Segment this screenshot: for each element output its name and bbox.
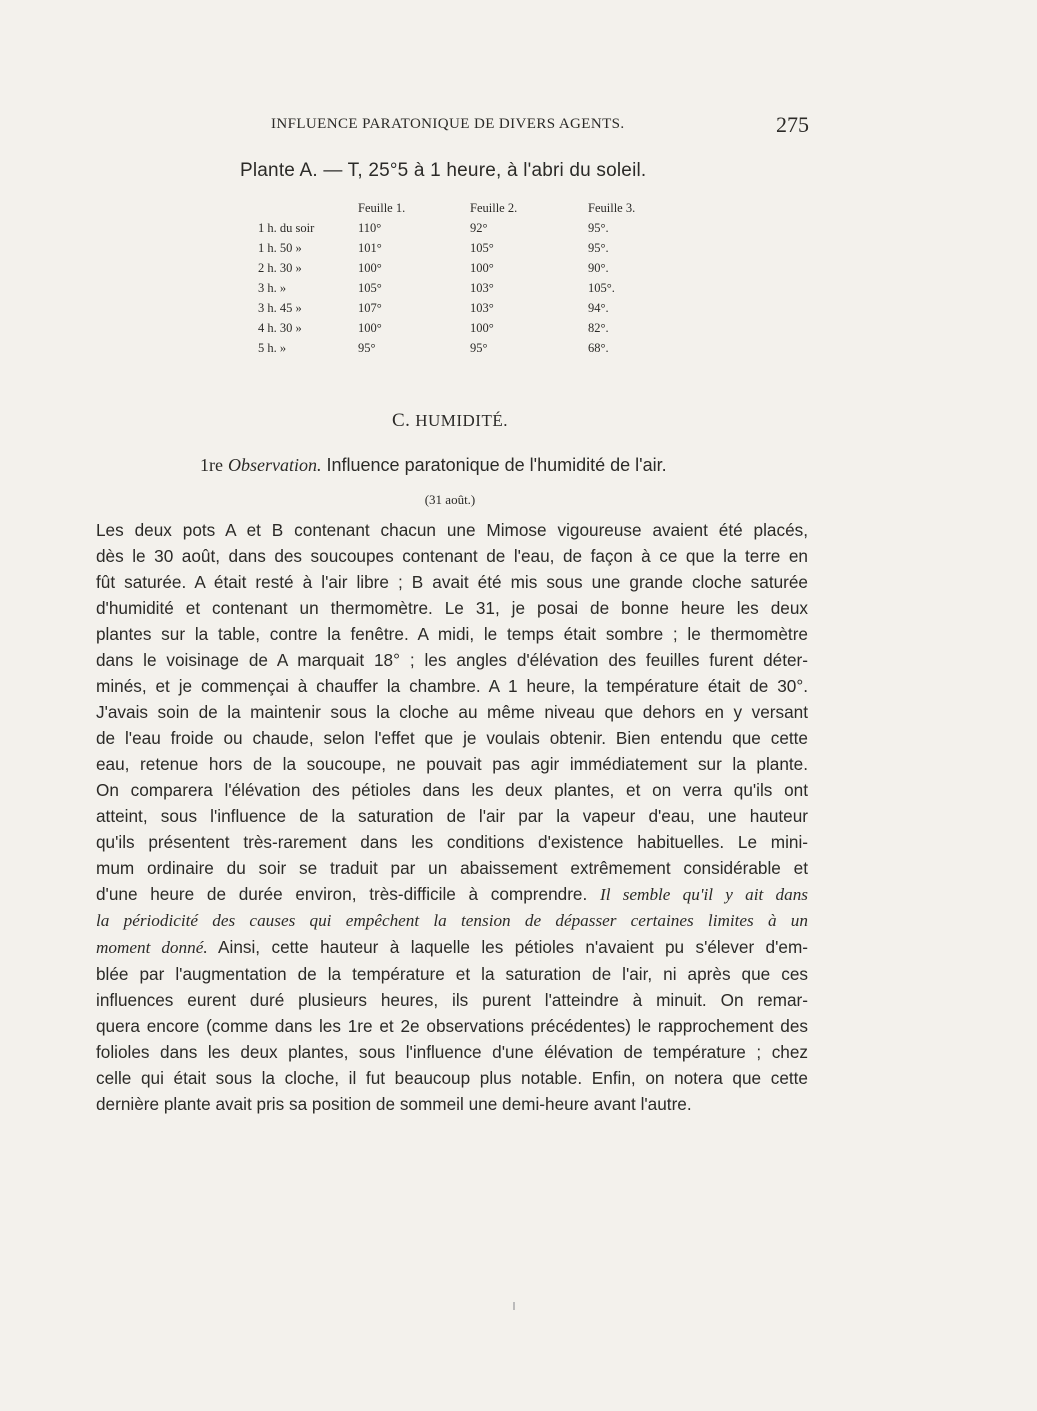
text-line: celle qui était sous la cloche, il fut beaucoup plus notable. Enfin, on notera que cette: [96, 1068, 808, 1088]
time-cell: 3 h. »: [258, 280, 287, 295]
text-line: de l'eau froide ou chaude, selon l'effet que je voulais obtenir. Bien entendu que cette: [96, 728, 808, 748]
italic-line: la périodicité des causes qui empêchent la tension de dépasser certaines limites à un: [96, 911, 808, 930]
time-cell: 5 h. »: [258, 340, 287, 355]
text-line: atteint, sous l'influence de la saturation de l'air par la vapeur d'eau, une hauteur: [96, 806, 808, 826]
observation-number: 1re: [200, 455, 223, 475]
value-cell: 90°.: [588, 260, 609, 275]
value-cell: 100°: [470, 320, 494, 335]
table-row: [258, 218, 698, 238]
value-cell: 103°: [470, 300, 494, 315]
value-cell: 68°.: [588, 340, 609, 355]
column-header: [258, 198, 356, 218]
value-cell: 95°: [358, 340, 376, 355]
italic-span: moment donné.: [96, 938, 208, 957]
measurement-table: [258, 198, 698, 358]
observation-heading: [200, 455, 840, 476]
observation-title: Influence paratonique de l'humidité de l'air.: [326, 455, 667, 475]
time-cell: 3 h. 45 »: [258, 300, 302, 315]
text-line: mum ordinaire du soir se traduit par un abaissement extrêmement considérable et: [96, 858, 808, 878]
text-line: blée par l'augmentation de la température et la saturation de l'air, ni après que ces: [96, 964, 808, 984]
table-row: [258, 278, 698, 298]
table-header-row: [258, 198, 698, 218]
time-cell: 1 h. 50 »: [258, 240, 302, 255]
page-header: [0, 112, 1037, 138]
value-cell: 105°: [470, 240, 494, 255]
value-cell: 100°: [358, 260, 382, 275]
value-cell: 95°.: [588, 220, 609, 235]
text-line: folioles dans les deux plantes, sous l'influence d'une élévation de température ; chez: [96, 1042, 808, 1062]
text-line: dans le voisinage de A marquait 18° ; les angles d'élévation des feuilles furent déter-: [96, 650, 808, 670]
text-line: fût saturée. A était resté à l'air libre ; B avait été mis sous une grande cloche saturée: [96, 572, 808, 592]
page-number: 275: [776, 112, 809, 137]
text-line: On comparera l'élévation des pétioles dans les deux plantes, et on verra qu'ils ont: [96, 780, 808, 800]
text-line: qu'ils présentent très-rarement dans les conditions d'existence habituelles. Le mini-: [96, 832, 808, 852]
italic-span: Il semble qu'il y ait dans: [599, 885, 808, 904]
text-line: quera encore (comme dans les 1re et 2e observations précédentes) le rapprochement des: [96, 1016, 808, 1036]
value-cell: 95°: [470, 340, 488, 355]
section-title: HUMIDITÉ.: [415, 411, 508, 430]
value-cell: 100°: [470, 260, 494, 275]
column-header: Feuille 1.: [358, 200, 406, 215]
observation-date: (31 août.): [424, 492, 476, 507]
text-line: d'humidité et contenant un thermomètre. Le 31, je posai de bonne heure les deux: [96, 598, 808, 618]
paper-speck: [513, 1302, 515, 1310]
value-cell: 100°: [358, 320, 382, 335]
table-row: [258, 298, 698, 318]
text-line: dès le 30 août, dans des soucoupes contenant de l'eau, de façon à ce que la terre en: [96, 546, 808, 566]
body-paragraph: [96, 517, 808, 1117]
column-header: Feuille 2.: [470, 200, 518, 215]
text-line: plantes sur la table, contre la fenêtre. A midi, le temps était sombre ; le thermomètre: [96, 624, 808, 644]
text-line: [96, 934, 808, 961]
value-cell: 94°.: [588, 300, 609, 315]
time-cell: 4 h. 30 »: [258, 320, 302, 335]
value-cell: 107°: [358, 300, 382, 315]
table-row: [258, 238, 698, 258]
text-span: Ainsi, cette hauteur à laquelle les pétioles n'avaient pu s'élever d'em-: [207, 937, 808, 957]
text-line: dernière plante avait pris sa position de sommeil une demi-heure avant l'autre.: [96, 1094, 692, 1114]
text-line: minés, et je commençai à chauffer la chambre. A 1 heure, la température était de 30°.: [96, 676, 808, 696]
text-line: Les deux pots A et B contenant chacun une Mimose vigoureuse avaient été placés,: [96, 520, 808, 540]
table-caption: Plante A. — T, 25°5 à 1 heure, à l'abri du soleil.: [240, 160, 647, 181]
text-span: d'une heure de durée environ, très-difficile à comprendre.: [96, 884, 600, 904]
value-cell: 101°: [358, 240, 382, 255]
value-cell: 82°.: [588, 320, 609, 335]
text-line: [96, 881, 808, 908]
value-cell: 92°: [470, 220, 488, 235]
running-title: INFLUENCE PARATONIQUE DE DIVERS AGENTS.: [271, 116, 625, 132]
table-row: [258, 338, 698, 358]
table-row: [258, 258, 698, 278]
time-cell: 1 h. du soir: [258, 220, 315, 235]
value-cell: 105°.: [588, 280, 615, 295]
column-header: Feuille 3.: [588, 200, 636, 215]
value-cell: 95°.: [588, 240, 609, 255]
value-cell: 110°: [358, 220, 382, 235]
section-heading: [0, 410, 900, 432]
value-cell: 105°: [358, 280, 382, 295]
observation-label: Observation.: [228, 455, 322, 475]
section-letter: C.: [392, 410, 411, 431]
time-cell: 2 h. 30 »: [258, 260, 302, 275]
text-line: influences eurent duré plusieurs heures, ils purent l'atteindre à minuit. On remar-: [96, 990, 808, 1010]
table-row: [258, 318, 698, 338]
text-line: eau, retenue hors de la soucoupe, ne pouvait pas agir immédiatement sur la plante.: [96, 754, 808, 774]
text-line: J'avais soin de la maintenir sous la cloche au même niveau que dehors en y versant: [96, 702, 808, 722]
value-cell: 103°: [470, 280, 494, 295]
